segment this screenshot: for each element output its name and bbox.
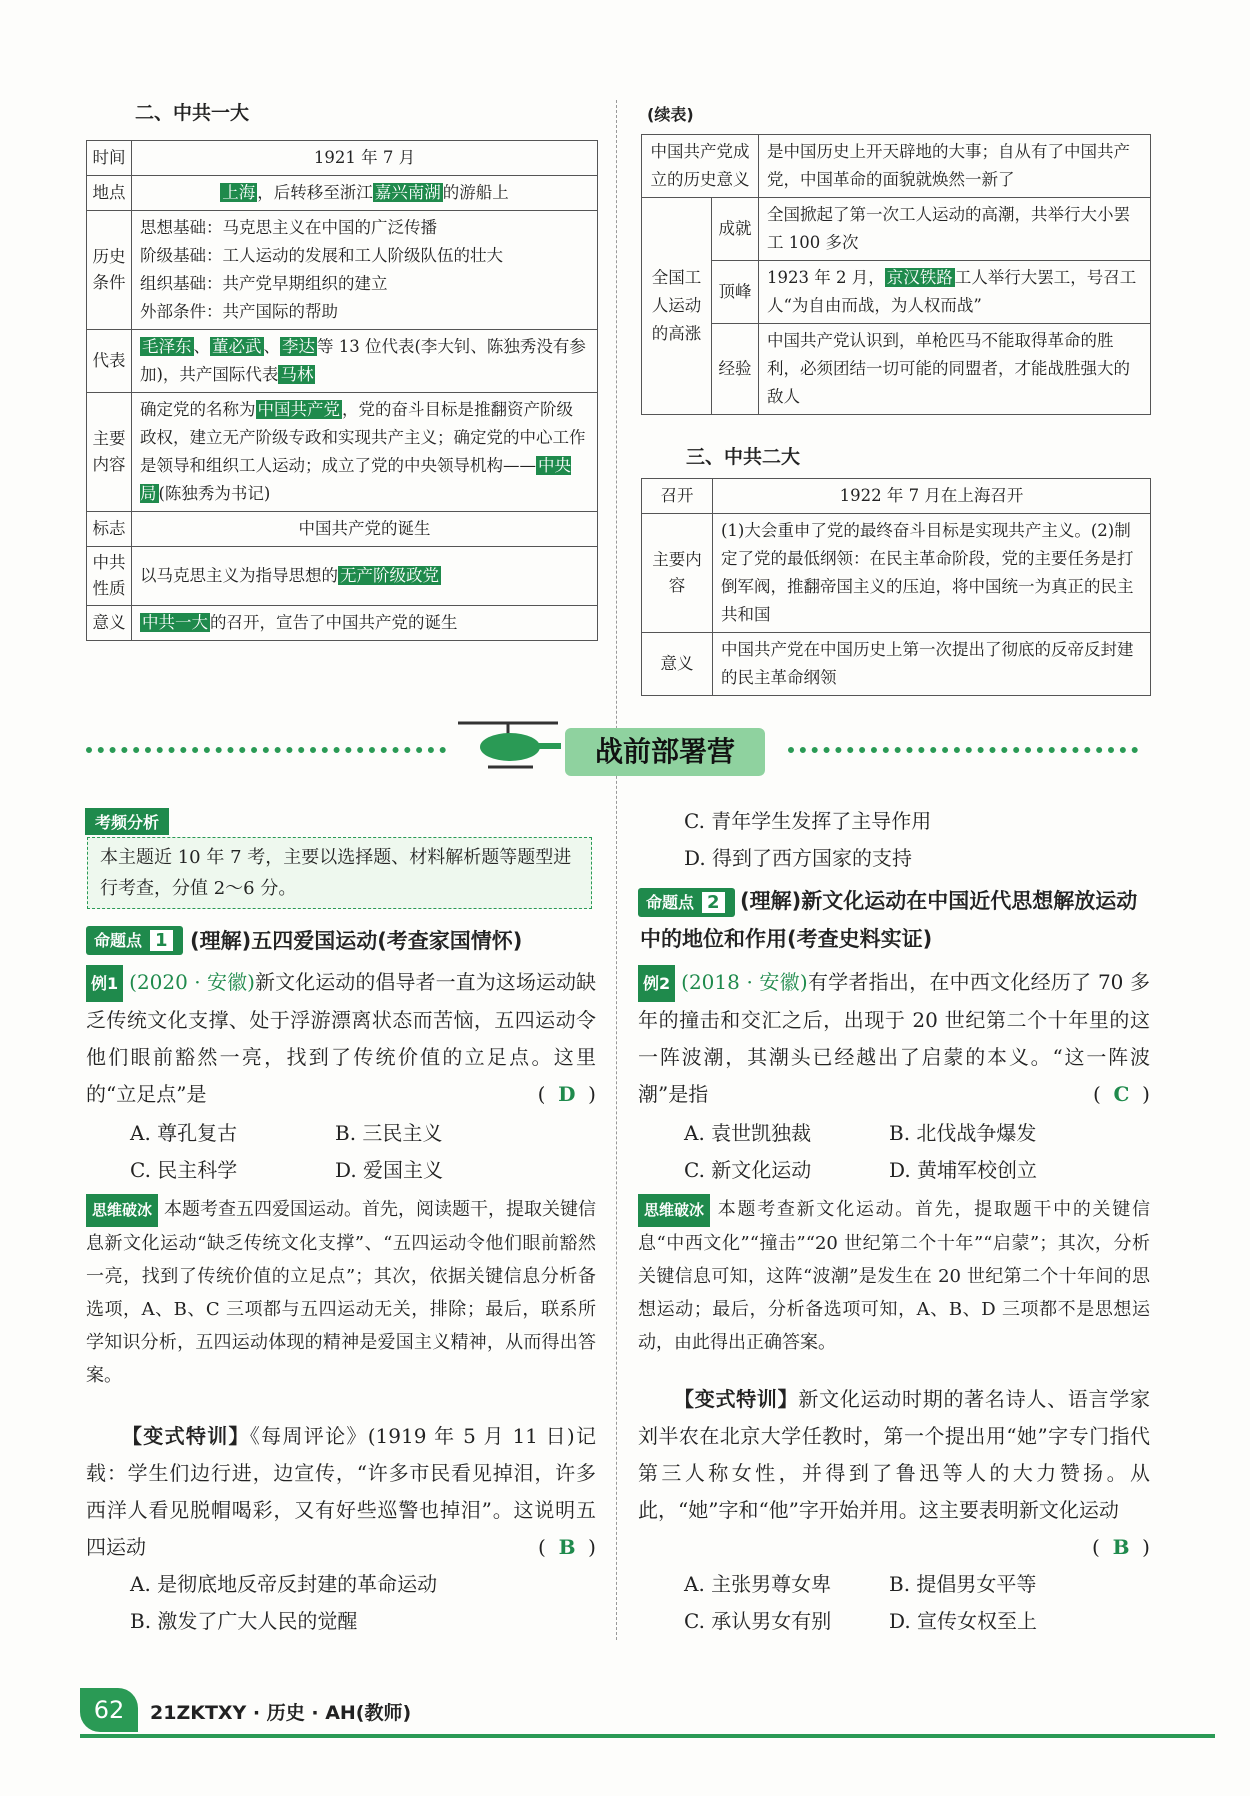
option: D. 爱国主义 [335, 1158, 444, 1182]
line: 组织基础：共产党早期组织的建立 [140, 274, 388, 293]
variant-label: 【变式特训】 [122, 1424, 250, 1448]
table-row [642, 514, 1151, 633]
example-source: (2020 · 安徽) [129, 970, 255, 994]
highlight: 嘉兴南湖 [374, 183, 441, 202]
table-row [642, 198, 1151, 261]
option: B. 激发了广大人民的觉醒 [130, 1609, 358, 1633]
analysis-box [87, 837, 592, 909]
option: D. 得到了西方国家的支持 [684, 846, 913, 870]
text: 、 [263, 337, 280, 356]
text: ，党的奋斗目标是推翻资产阶级政权，建立无产阶级专政和实现共产主义；确定党的中心工作是领导和组织工人运动；成立了党的中央领导机构—— [140, 400, 586, 475]
analysis-text: 本主题近 10 年 7 考，主要以选择题、材料解析题等题型进行考查，分值 2～6 分。 [100, 847, 572, 899]
row-header: 意义 [87, 606, 132, 641]
row-header: 中共性质 [87, 547, 132, 606]
row-content [132, 547, 598, 606]
text: 等 13 位代表(李大钊、陈独秀没有参加)，共产国际代表 [140, 337, 586, 384]
line: 外部条件：共产国际的帮助 [140, 302, 338, 321]
topic-number: 1 [148, 928, 175, 953]
example-2-stem [638, 964, 1150, 1113]
divider-dots-left [86, 747, 446, 759]
option: A. 主张男尊女卑 [684, 1572, 832, 1596]
topic-tag-text: 命题点 [646, 893, 695, 912]
example-1-thinking [86, 1193, 596, 1392]
row-header: 地点 [87, 176, 132, 211]
option: B. 三民主义 [335, 1121, 443, 1145]
cpc-second-congress-table [641, 478, 1151, 696]
row-content: 中国共产党的诞生 [132, 512, 598, 547]
table-row [642, 324, 1151, 415]
row-header: 主要内容 [642, 514, 713, 633]
analysis-tag: 考频分析 [85, 808, 169, 835]
continued-label: (续表) [647, 105, 694, 124]
row-header: 标志 [87, 512, 132, 547]
option: B. 北伐战争爆发 [889, 1121, 1037, 1145]
text: 工人举行大罢工，号召工人“为自由而战，为人权而战” [767, 268, 1137, 315]
table-row [642, 633, 1151, 696]
row-content: (1)大会重申了党的最终奋斗目标是实现共产主义。(2)制定了党的最低纲领：在民主革命阶段，党的主要任务是打倒军阀，推翻帝国主义的压迫，将中国统一为真正的民主共和国 [713, 514, 1151, 633]
row-header: 意义 [642, 633, 713, 696]
row-content [132, 211, 598, 330]
row-header: 中国共产党成立的历史意义 [642, 135, 759, 198]
example-source: (2018 · 安徽) [681, 970, 808, 994]
highlight: 中国共产党 [257, 400, 340, 419]
highlight: 中共一大 [142, 613, 208, 632]
row-content: 中国共产党认识到，单枪匹马不能取得革命的胜利，必须团结一切可能的同盟者，才能战胜强大的敌人 [759, 324, 1151, 415]
row-content [132, 606, 598, 641]
option: A. 尊孔复古 [130, 1121, 238, 1145]
row-header: 历史条件 [87, 211, 132, 330]
row-content: 全国掀起了第一次工人运动的高潮，共举行大小罢工 100 多次 [759, 198, 1151, 261]
text: 的游船上 [442, 183, 509, 202]
answer: B [1112, 1535, 1130, 1559]
column-divider [616, 100, 617, 1640]
option: C. 民主科学 [130, 1158, 238, 1182]
row-header: 主要内容 [87, 393, 132, 512]
text: (陈独秀为书记) [158, 484, 271, 503]
row-content [132, 330, 598, 393]
table-row [87, 512, 598, 547]
row-header: 时间 [87, 141, 132, 176]
variant-1-options-cd [684, 803, 931, 877]
topic-tag [86, 926, 183, 955]
row-header: 成就 [711, 198, 758, 261]
answer: C [1113, 1082, 1130, 1106]
row-header: 经验 [711, 324, 758, 415]
variant-2-options [684, 1566, 1037, 1640]
stem-text: 新文化运动时期的著名诗人、语言学家刘半农在北京大学任教时，第一个提出用“她”字专门指代第三人称女性，并得到了鲁迅等人的大力赞扬。从此，“她”字和“他”字开始并用。这主要表明新文化运动 [638, 1387, 1151, 1522]
text: 确定党的名称为 [140, 400, 256, 419]
book-code: 21ZKTXY · 历史 · AH(教师) [150, 1702, 412, 1724]
option: C. 新文化运动 [684, 1158, 812, 1182]
example-1-options [130, 1115, 443, 1189]
table-row [87, 176, 598, 211]
cpc-significance-table [641, 134, 1151, 415]
table-row [87, 393, 598, 512]
highlight: 无产阶级政党 [340, 566, 439, 585]
variant-1-options-ab [130, 1566, 437, 1640]
variant-2-stem [638, 1381, 1150, 1566]
table-row [642, 261, 1151, 324]
line: 阶级基础：工人运动的发展和工人阶级队伍的壮大 [140, 246, 503, 265]
option: C. 青年学生发挥了主导作用 [684, 809, 932, 833]
group-header: 全国工人运动的高涨 [642, 198, 712, 415]
stem-text: 《每周评论》(1919 年 5 月 11 日)记载：学生们边行进，边宣传，“许多市民看见掉泪，许多西洋人看见脱帽喝彩，又有好些巡警也掉泪”。这说明五四运动 [86, 1424, 597, 1559]
row-content: 1922 年 7 月在上海召开 [713, 479, 1151, 514]
table-row [87, 211, 598, 330]
text: 的召开，宣告了中国共产党的诞生 [210, 613, 458, 632]
topic-1-title: (理解)五四爱国运动(考查家国情怀) [190, 929, 523, 953]
text: 1923 年 2 月， [767, 268, 885, 287]
row-content [132, 176, 598, 211]
topic-tag-text: 命题点 [94, 931, 143, 950]
footer-bar [80, 1734, 1215, 1738]
row-header: 顶峰 [711, 261, 758, 324]
row-content: 是中国历史上开天辟地的大事；自从有了中国共产党，中国革命的面貌就焕然一新了 [759, 135, 1151, 198]
answer-bracket: ( B ) [1092, 1535, 1150, 1559]
row-content: 中国共产党在中国历史上第一次提出了彻底的反帝反封建的民主革命纲领 [713, 633, 1151, 696]
variant-1-stem [86, 1418, 596, 1566]
table-row [642, 135, 1151, 198]
banner-title: 战前部署营 [565, 728, 765, 776]
text: 以马克思主义为指导思想的 [140, 566, 338, 585]
variant-label: 【变式特训】 [674, 1387, 799, 1411]
table-row [87, 547, 598, 606]
table-row [87, 330, 598, 393]
example-1-stem [86, 964, 596, 1113]
option: D. 黄埔军校创立 [889, 1158, 1038, 1182]
highlight: 董必武 [212, 337, 262, 356]
cpc-first-congress-table [86, 140, 598, 641]
page-number: 62 [80, 1688, 138, 1732]
row-content: 1921 年 7 月 [132, 141, 598, 176]
section-title-cpc-second-congress: 三、中共二大 [686, 446, 801, 468]
row-header: 代表 [87, 330, 132, 393]
example-2-thinking [638, 1193, 1150, 1359]
example-label: 例2 [638, 965, 675, 1002]
highlight: 李达 [282, 337, 315, 356]
highlight: 京汉铁路 [886, 268, 953, 287]
thinking-text: 本题考查五四爱国运动。首先，阅读题干，提取关键信息新文化运动“缺乏传统文化支撑”、“五四运动令他们眼前豁然一亮，找到了传统价值的立足点”；其次，依据关键信息分析备选项，A、B、C 三项都与五四运动无关，排除；最后，联系所学知识分析，五四运动体现的精神是爱国主义精神，从而得出答案。 [86, 1199, 597, 1386]
highlight: 中央局 [140, 456, 571, 503]
section-title-cpc-first-congress: 二、中共一大 [135, 102, 250, 124]
table-row [87, 141, 598, 176]
stem-text: 新文化运动的倡导者一直为这场运动缺乏传统文化支撑、处于浮游漂离状态而苦恼，五四运动令他们眼前豁然一亮，找到了传统价值的立足点。这里的“立足点”是 [86, 970, 597, 1106]
answer-bracket: ( D ) [537, 1082, 596, 1106]
example-label: 例1 [86, 965, 123, 1002]
highlight: 上海 [222, 183, 256, 202]
example-2-options [684, 1115, 1037, 1189]
stem-text: 有学者指出，在中西文化经历了 70 多年的撞击和交汇之后，出现于 20 世纪第二个十年里的这一阵波潮，其潮头已经越出了启蒙的本义。“这一阵波潮”是指 [638, 970, 1151, 1106]
option: D. 宣传女权至上 [889, 1609, 1038, 1633]
option: B. 提倡男女平等 [889, 1572, 1037, 1596]
row-header: 召开 [642, 479, 713, 514]
text: ，后转移至浙江 [257, 183, 373, 202]
text: 、 [193, 337, 210, 356]
table-row [87, 606, 598, 641]
answer-bracket: ( C ) [1093, 1082, 1150, 1106]
thinking-tag: 思维破冰 [86, 1194, 158, 1227]
row-content [759, 261, 1151, 324]
topic-2-title: (理解)新文化运动在中国近代思想解放运动中的地位和作用(考查史料实证) [640, 889, 1138, 951]
table-row [642, 479, 1151, 514]
option: C. 承认男女有别 [684, 1609, 832, 1633]
option: A. 是彻底地反帝反封建的革命运动 [130, 1572, 438, 1596]
highlight: 毛泽东 [142, 337, 192, 356]
topic-1-header [86, 926, 183, 955]
topic-number: 2 [700, 890, 727, 915]
answer: D [558, 1082, 576, 1106]
divider-dots-right [788, 747, 1138, 759]
answer-bracket: ( B ) [538, 1535, 596, 1559]
option: A. 袁世凯独裁 [684, 1121, 812, 1145]
line: 思想基础：马克思主义在中国的广泛传播 [140, 218, 437, 237]
thinking-tag: 思维破冰 [638, 1194, 710, 1227]
row-content [132, 393, 598, 512]
helicopter-icon [448, 715, 568, 775]
answer: B [558, 1535, 576, 1559]
highlight: 马林 [280, 365, 314, 384]
thinking-text: 本题考查新文化运动。首先，提取题干中的关键信息“中西文化”“撞击”“20 世纪第二个十年”“启蒙”；其次，分析关键信息可知，这阵“波潮”是发生在 20 世纪第二个十年间的思想运动；最后，分析备选项可知，A、B、D 三项都不是思想运动，由此得出正确答案。 [638, 1199, 1150, 1353]
